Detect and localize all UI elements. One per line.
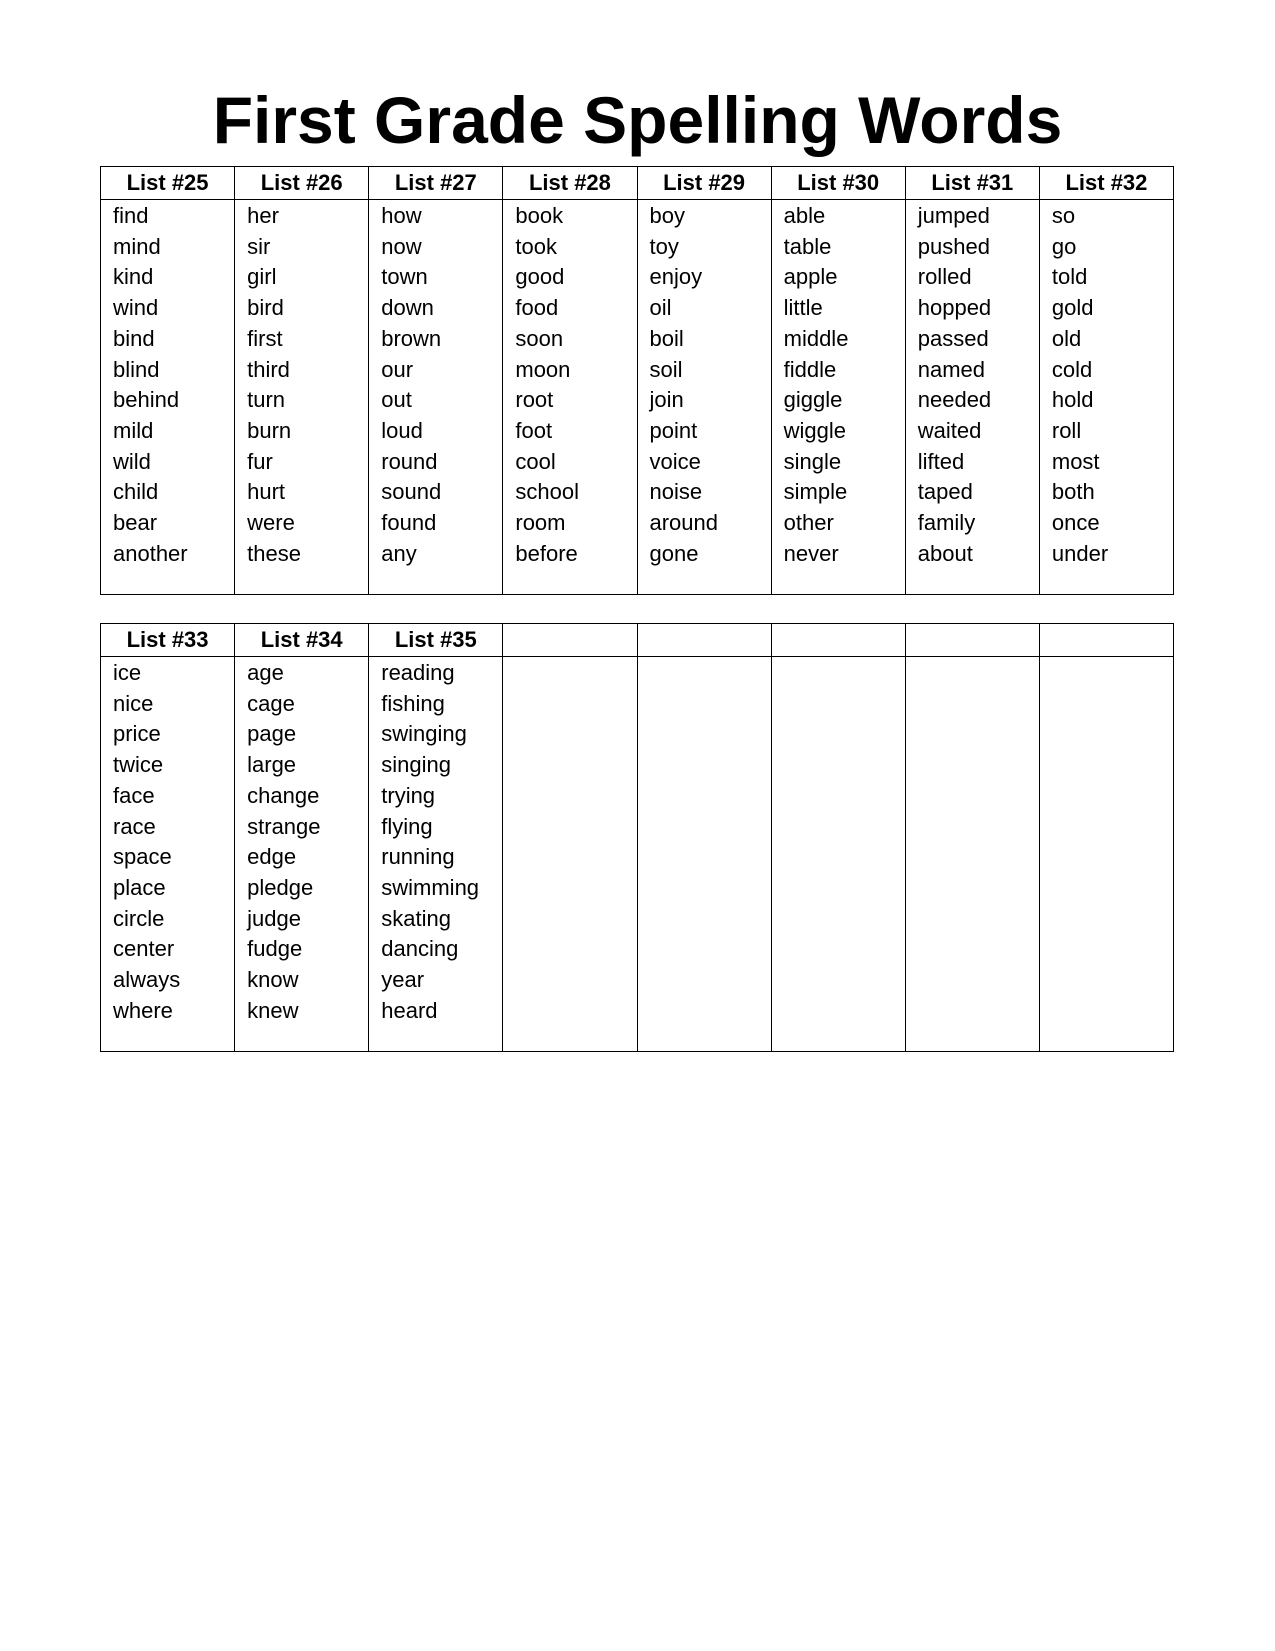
spelling-word: child (113, 479, 159, 505)
spelling-word: oil (649, 295, 672, 321)
spelling-word: hold (1051, 387, 1094, 413)
spelling-word: wind (113, 295, 159, 321)
spelling-word: where (113, 997, 173, 1023)
spelling-word: third (247, 356, 290, 382)
spelling-word: race (113, 813, 156, 839)
list-column (235, 167, 369, 594)
word-list (906, 657, 1039, 658)
spelling-word: never (783, 540, 839, 566)
list-header: List #31 (906, 167, 1039, 200)
spelling-word: once (1051, 510, 1100, 536)
spelling-word: apple (783, 264, 838, 290)
spelling-word: kind (113, 264, 154, 290)
spelling-word: change (247, 782, 320, 808)
list-column (369, 167, 503, 594)
spelling-word: moon (515, 356, 571, 382)
word-list (369, 657, 502, 1026)
list-column (503, 167, 637, 594)
spelling-word: how (381, 203, 422, 228)
spelling-word: under (1051, 540, 1109, 566)
spelling-word: edge (247, 844, 297, 870)
spelling-word: found (381, 510, 437, 536)
list-column (1040, 624, 1173, 1051)
spelling-word: mild (113, 417, 154, 443)
spelling-word: out (381, 387, 412, 413)
spelling-word: table (783, 233, 832, 259)
spelling-word: skating (381, 905, 451, 931)
word-list (235, 200, 368, 569)
spelling-word: other (783, 510, 834, 536)
spelling-word: rolled (917, 264, 972, 290)
spelling-word: fur (247, 448, 273, 474)
spelling-word: named (917, 356, 986, 382)
spelling-word: always (113, 967, 181, 993)
list-header: List #32 (1040, 167, 1173, 200)
spelling-word: food (515, 295, 559, 321)
spelling-word: mind (113, 233, 161, 259)
word-list (235, 657, 368, 1026)
spelling-word: pushed (917, 233, 990, 259)
spelling-word: fudge (247, 936, 303, 962)
spelling-word: circle (113, 905, 165, 931)
word-list (503, 657, 636, 658)
spelling-table-1 (100, 166, 1174, 595)
spelling-word: passed (917, 325, 989, 351)
spelling-word: swinging (381, 721, 467, 747)
spelling-word: brown (381, 325, 442, 351)
spelling-word: both (1051, 479, 1095, 505)
spelling-word: go (1051, 233, 1077, 259)
spelling-word: old (1051, 325, 1082, 351)
spelling-word: running (381, 844, 455, 870)
spelling-word: ice (113, 660, 142, 685)
spelling-word: any (381, 540, 417, 566)
word-list (906, 200, 1039, 569)
spelling-word: our (381, 356, 414, 382)
spelling-word: wild (113, 448, 151, 474)
list-column (101, 624, 235, 1051)
spelling-word: gone (649, 540, 699, 566)
list-header: List #33 (101, 624, 234, 657)
spelling-word: down (381, 295, 434, 321)
spelling-word: sir (247, 233, 271, 259)
spelling-word: soon (515, 325, 564, 351)
spelling-word: about (917, 540, 973, 566)
list-header (1040, 624, 1173, 657)
list-header: List #26 (235, 167, 368, 200)
list-column (906, 167, 1040, 594)
list-column (1040, 167, 1173, 594)
spelling-word: nice (113, 690, 154, 716)
spelling-word: first (247, 325, 283, 351)
spelling-word: dancing (381, 936, 459, 962)
spelling-word: simple (783, 479, 848, 505)
spelling-word: lifted (917, 448, 965, 474)
list-header: List #30 (772, 167, 905, 200)
word-list (369, 200, 502, 569)
spelling-word: behind (113, 387, 180, 413)
list-column (906, 624, 1040, 1051)
spelling-word: most (1051, 448, 1100, 474)
spelling-word: roll (1051, 417, 1082, 443)
word-list (638, 657, 771, 658)
spelling-word: cage (247, 690, 295, 716)
spelling-word: pledge (247, 874, 314, 900)
spelling-word: point (649, 417, 698, 443)
list-column (772, 167, 906, 594)
spelling-word: bind (113, 325, 155, 351)
spelling-word: trying (381, 782, 436, 808)
spelling-word: single (783, 448, 842, 474)
spelling-word: fishing (381, 690, 445, 716)
spelling-word: round (381, 448, 438, 474)
spelling-word: root (515, 387, 554, 413)
spelling-word: took (515, 233, 557, 259)
list-header: List #34 (235, 624, 368, 657)
spelling-word: knew (247, 997, 299, 1023)
spelling-word: swimming (381, 874, 480, 900)
spelling-table-2 (100, 623, 1174, 1052)
spelling-word: foot (515, 417, 553, 443)
spelling-word: age (247, 660, 284, 685)
spelling-word: sound (381, 479, 442, 505)
word-list (101, 200, 234, 569)
spelling-word: middle (783, 325, 849, 351)
spelling-word: voice (649, 448, 701, 474)
spelling-word: center (113, 936, 175, 962)
spelling-word: book (515, 203, 564, 228)
spelling-word: space (113, 844, 172, 870)
word-list (1040, 657, 1173, 658)
list-header: List #29 (638, 167, 771, 200)
spelling-word: join (649, 387, 684, 413)
list-column (235, 624, 369, 1051)
word-list (1040, 200, 1173, 569)
list-header: List #35 (369, 624, 502, 657)
spelling-word: large (247, 752, 297, 778)
list-header (906, 624, 1039, 657)
spelling-word: hurt (247, 479, 286, 505)
list-column (638, 624, 772, 1051)
spelling-word: heard (381, 997, 438, 1023)
list-header (638, 624, 771, 657)
word-list (101, 657, 234, 1026)
spelling-word: bear (113, 510, 158, 536)
spelling-word: enjoy (649, 264, 703, 290)
list-column (638, 167, 772, 594)
spelling-word: find (113, 203, 149, 228)
word-list (503, 200, 636, 569)
list-header: List #27 (369, 167, 502, 200)
spelling-word: little (783, 295, 823, 321)
spelling-word: giggle (783, 387, 843, 413)
spelling-word: needed (917, 387, 992, 413)
spelling-word: waited (917, 417, 982, 443)
spelling-word: boil (649, 325, 684, 351)
list-header (772, 624, 905, 657)
spelling-word: cool (515, 448, 556, 474)
spelling-word: so (1051, 203, 1076, 228)
spelling-word: before (515, 540, 578, 566)
spelling-word: taped (917, 479, 973, 505)
list-header (503, 624, 636, 657)
spelling-word: strange (247, 813, 321, 839)
spelling-word: soil (649, 356, 683, 382)
spelling-word: jumped (917, 203, 990, 228)
word-list (772, 200, 905, 569)
spelling-word: price (113, 721, 161, 747)
spelling-word: now (381, 233, 422, 259)
spelling-word: blind (113, 356, 160, 382)
spelling-word: room (515, 510, 566, 536)
spelling-word: bird (247, 295, 284, 321)
spelling-word: boy (649, 203, 685, 228)
spelling-word: able (783, 203, 826, 228)
spelling-word: these (247, 540, 301, 566)
spelling-word: reading (381, 660, 455, 685)
spelling-word: gold (1051, 295, 1094, 321)
page-title: First Grade Spelling Words (212, 83, 1063, 157)
spelling-word: judge (247, 905, 301, 931)
list-column (503, 624, 637, 1051)
spelling-word: know (247, 967, 299, 993)
spelling-word: place (113, 874, 166, 900)
spelling-word: fiddle (783, 356, 837, 382)
spelling-word: wiggle (783, 417, 846, 443)
spelling-word: good (515, 264, 565, 290)
list-column (101, 167, 235, 594)
spelling-word: her (247, 203, 279, 228)
spelling-word: flying (381, 813, 433, 839)
spelling-word: hopped (917, 295, 992, 321)
list-header: List #25 (101, 167, 234, 200)
spelling-word: face (113, 782, 155, 808)
spelling-word: page (247, 721, 297, 747)
list-column (772, 624, 906, 1051)
spelling-word: girl (247, 264, 277, 290)
spelling-word: burn (247, 417, 292, 443)
spelling-word: turn (247, 387, 286, 413)
spelling-word: around (649, 510, 719, 536)
spelling-word: year (381, 967, 425, 993)
spelling-word: singing (381, 752, 451, 778)
spelling-word: toy (649, 233, 679, 259)
spelling-word: family (917, 510, 976, 536)
spelling-word: town (381, 264, 428, 290)
spelling-word: another (113, 540, 188, 566)
spelling-word: school (515, 479, 579, 505)
spelling-word: were (247, 510, 295, 536)
list-column (369, 624, 503, 1051)
spelling-word: twice (113, 752, 164, 778)
word-list (638, 200, 771, 569)
spelling-word: cold (1051, 356, 1093, 382)
spelling-word: loud (381, 417, 423, 443)
list-header: List #28 (503, 167, 636, 200)
word-list (772, 657, 905, 658)
spelling-word: noise (649, 479, 703, 505)
spelling-word: told (1051, 264, 1088, 290)
